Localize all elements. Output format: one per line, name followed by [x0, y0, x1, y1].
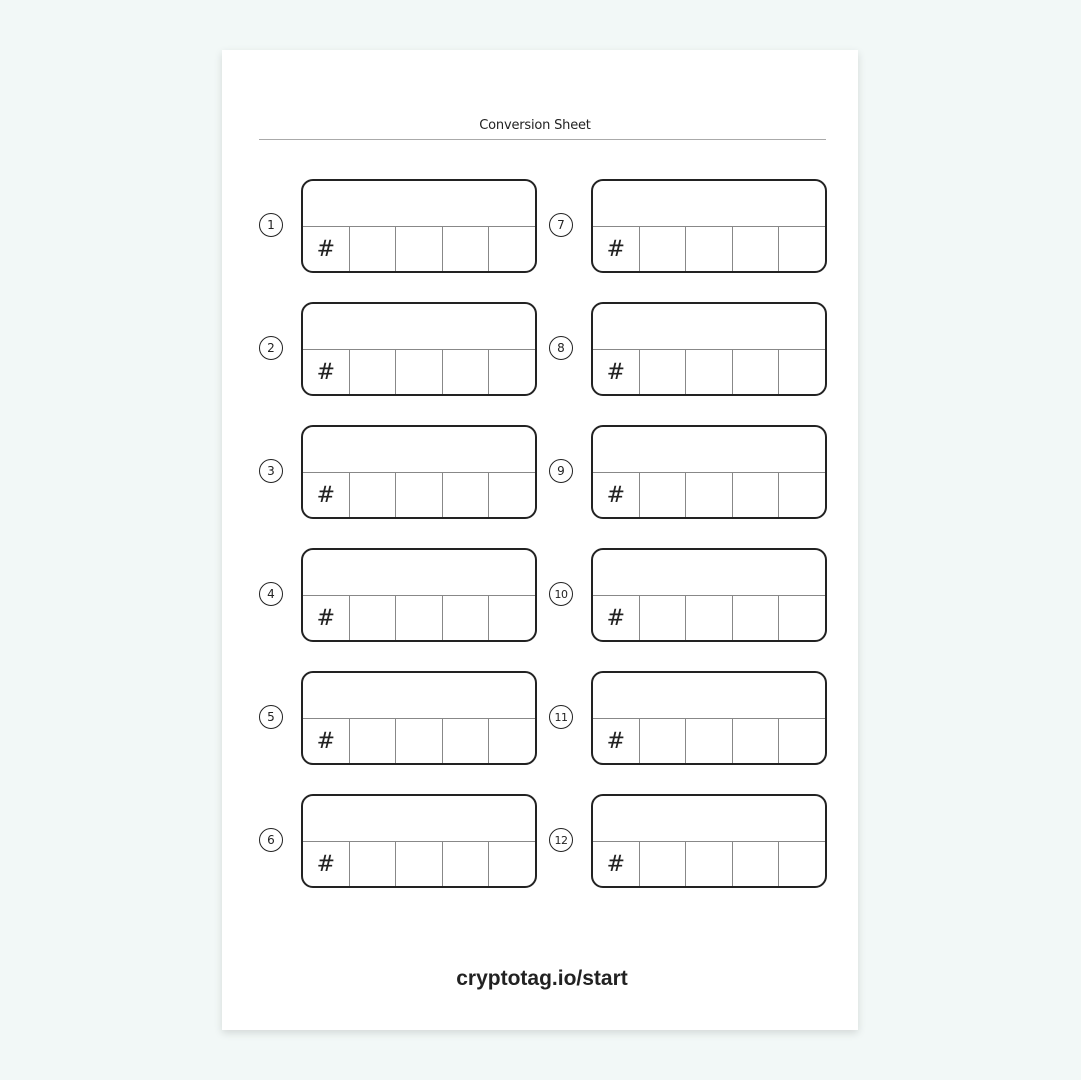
word-slot-9: [549, 425, 839, 521]
slot-box: [591, 425, 827, 519]
digit-cell: [443, 473, 490, 517]
slot-box: [591, 794, 827, 888]
digit-cell: [443, 719, 490, 763]
digit-cell: [779, 719, 825, 763]
digit-cell: [443, 350, 490, 394]
word-write-area: [303, 304, 535, 350]
digit-cell: [686, 473, 733, 517]
word-slot-1: [259, 179, 549, 275]
slot-box: [301, 179, 537, 273]
digit-cell: [779, 596, 825, 640]
digit-cell: [443, 227, 490, 271]
word-slot-7: [549, 179, 839, 275]
hash-cell: #: [593, 350, 640, 394]
word-write-area: [593, 550, 825, 596]
digit-cell: [350, 719, 397, 763]
digit-cell: [733, 227, 780, 271]
hash-cell: #: [303, 596, 350, 640]
digit-cell: [489, 596, 535, 640]
digit-cell: [686, 596, 733, 640]
hash-cell: #: [303, 842, 350, 886]
number-cells-row: [303, 350, 535, 394]
word-slot-5: [259, 671, 549, 767]
digit-cell: [489, 842, 535, 886]
hash-cell: #: [593, 842, 640, 886]
number-cells-row: [303, 842, 535, 886]
word-write-area: [593, 673, 825, 719]
digit-cell: [779, 473, 825, 517]
digit-cell: [640, 719, 687, 763]
digit-cell: [489, 350, 535, 394]
word-write-area: [303, 181, 535, 227]
word-write-area: [593, 181, 825, 227]
digit-cell: [350, 350, 397, 394]
slot-box: [301, 671, 537, 765]
slot-box: [301, 794, 537, 888]
slot-box: [591, 671, 827, 765]
number-cells-row: [593, 842, 825, 886]
word-write-area: [593, 427, 825, 473]
word-write-area: [303, 673, 535, 719]
word-slot-4: [259, 548, 549, 644]
slot-number-badge: 7: [549, 213, 573, 237]
conversion-sheet: [222, 50, 858, 1030]
footer-url: cryptotag.io/start: [456, 967, 628, 990]
word-write-area: [593, 304, 825, 350]
word-slot-6: [259, 794, 549, 890]
digit-cell: [640, 842, 687, 886]
digit-cell: [489, 719, 535, 763]
word-slot-8: [549, 302, 839, 398]
number-cells-row: [303, 596, 535, 640]
title-divider: [259, 139, 826, 140]
digit-cell: [350, 473, 397, 517]
word-write-area: [303, 427, 535, 473]
slot-box: [591, 179, 827, 273]
digit-cell: [733, 473, 780, 517]
digit-cell: [443, 596, 490, 640]
digit-cell: [779, 350, 825, 394]
hash-cell: #: [593, 473, 640, 517]
word-slot-10: [549, 548, 839, 644]
hash-cell: #: [303, 227, 350, 271]
slot-box: [591, 548, 827, 642]
hash-cell: #: [593, 227, 640, 271]
digit-cell: [779, 227, 825, 271]
digit-cell: [640, 473, 687, 517]
slot-number-badge: 12: [549, 828, 573, 852]
digit-cell: [396, 842, 443, 886]
digit-cell: [350, 842, 397, 886]
digit-cell: [443, 842, 490, 886]
hash-cell: #: [593, 596, 640, 640]
digit-cell: [350, 596, 397, 640]
digit-cell: [779, 842, 825, 886]
digit-cell: [640, 227, 687, 271]
digit-cell: [396, 596, 443, 640]
digit-cell: [686, 842, 733, 886]
number-cells-row: [593, 473, 825, 517]
digit-cell: [686, 719, 733, 763]
digit-cell: [733, 719, 780, 763]
word-write-area: [303, 550, 535, 596]
digit-cell: [396, 227, 443, 271]
digit-cell: [686, 350, 733, 394]
sheet-title: Conversion Sheet: [479, 118, 591, 133]
slot-box: [301, 302, 537, 396]
word-slot-11: [549, 671, 839, 767]
slot-box: [301, 548, 537, 642]
digit-cell: [396, 719, 443, 763]
slot-box: [301, 425, 537, 519]
number-cells-row: [593, 596, 825, 640]
number-cells-row: [593, 719, 825, 763]
digit-cell: [733, 842, 780, 886]
slot-number-badge: 10: [549, 582, 573, 606]
number-cells-row: [303, 719, 535, 763]
number-cells-row: [593, 350, 825, 394]
slot-number-badge: 5: [259, 705, 283, 729]
digit-cell: [640, 596, 687, 640]
word-write-area: [593, 796, 825, 842]
hash-cell: #: [303, 719, 350, 763]
word-write-area: [303, 796, 535, 842]
slot-number-badge: 11: [549, 705, 573, 729]
number-cells-row: [593, 227, 825, 271]
number-cells-row: [303, 473, 535, 517]
word-slot-12: [549, 794, 839, 890]
digit-cell: [489, 227, 535, 271]
slot-number-badge: 2: [259, 336, 283, 360]
slot-number-badge: 8: [549, 336, 573, 360]
slot-number-badge: 9: [549, 459, 573, 483]
slot-box: [591, 302, 827, 396]
digit-cell: [686, 227, 733, 271]
digit-cell: [733, 596, 780, 640]
digit-cell: [733, 350, 780, 394]
hash-cell: #: [303, 350, 350, 394]
slot-number-badge: 1: [259, 213, 283, 237]
digit-cell: [396, 473, 443, 517]
slot-number-badge: 4: [259, 582, 283, 606]
word-slot-3: [259, 425, 549, 521]
digit-cell: [640, 350, 687, 394]
number-cells-row: [303, 227, 535, 271]
digit-cell: [396, 350, 443, 394]
digit-cell: [350, 227, 397, 271]
slot-number-badge: 6: [259, 828, 283, 852]
hash-cell: #: [303, 473, 350, 517]
digit-cell: [489, 473, 535, 517]
hash-cell: #: [593, 719, 640, 763]
word-slot-2: [259, 302, 549, 398]
slot-number-badge: 3: [259, 459, 283, 483]
